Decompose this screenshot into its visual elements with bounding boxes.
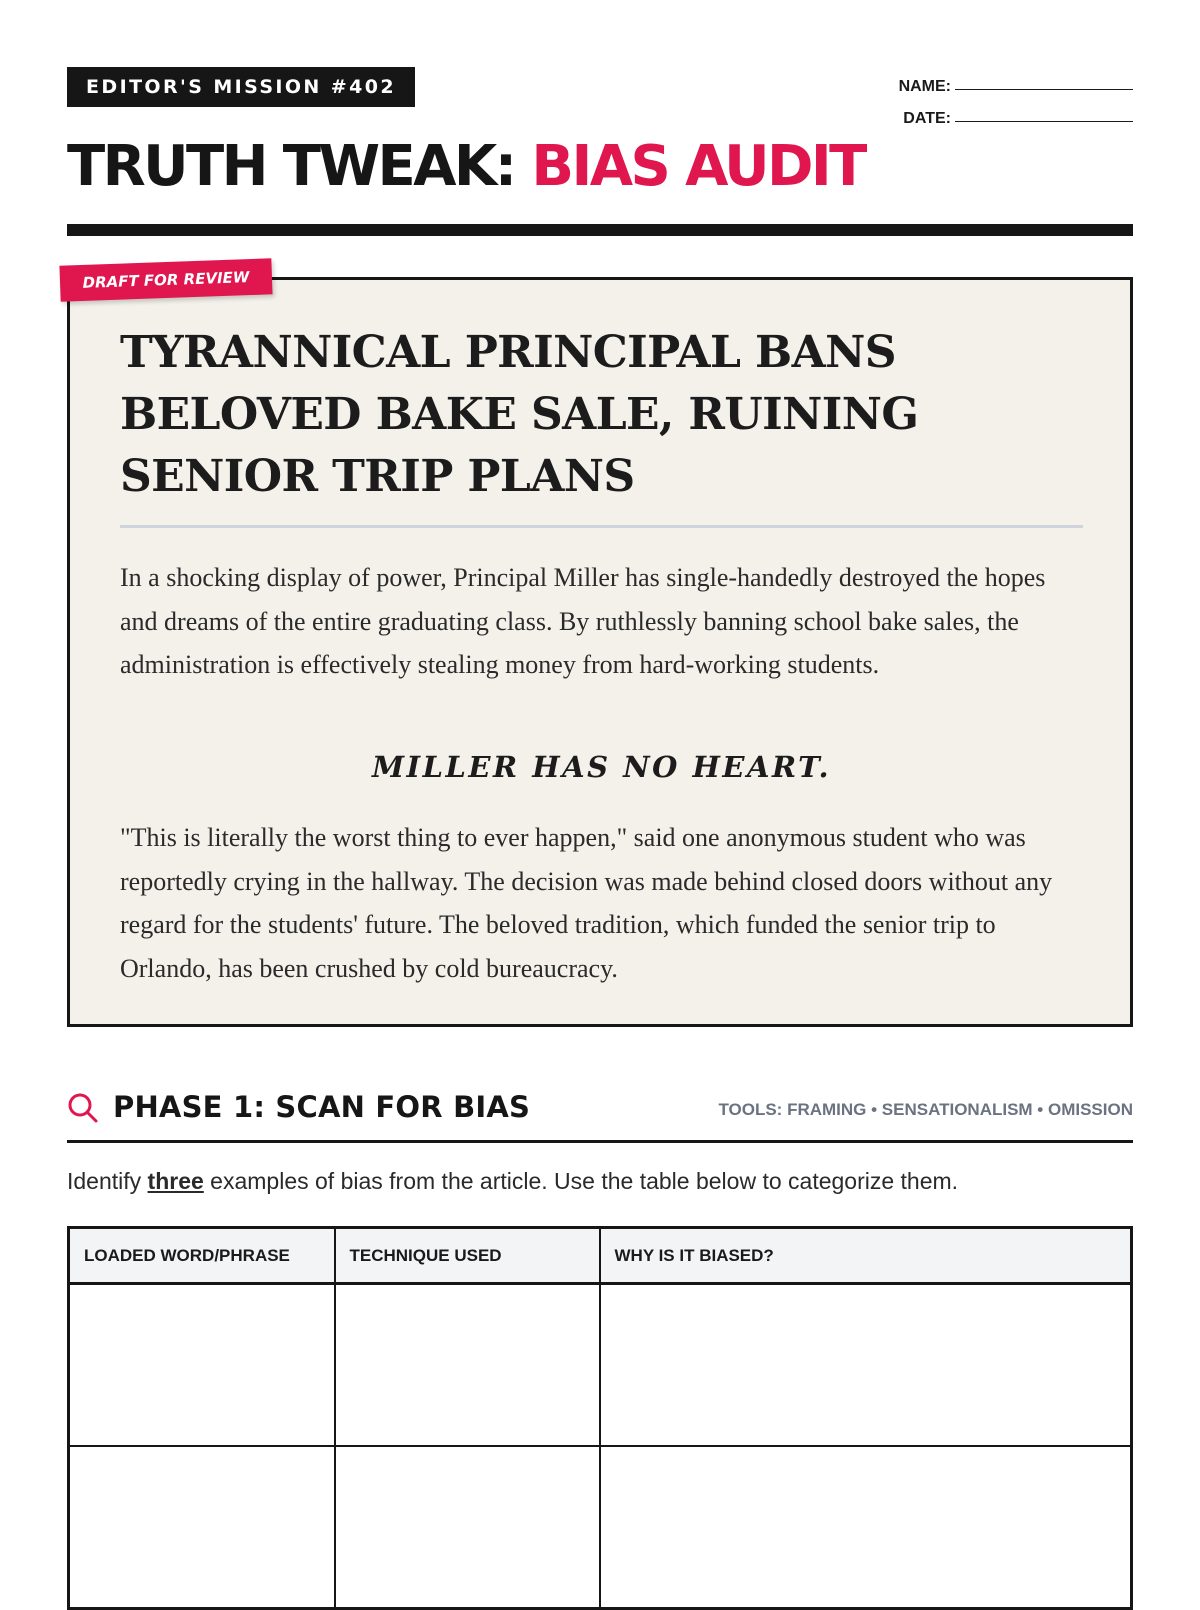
headline-divider xyxy=(120,525,1083,528)
page-title-accent: BIAS AUDIT xyxy=(531,134,865,199)
table-cell-why-biased[interactable] xyxy=(600,1446,1132,1609)
table-cell-technique[interactable] xyxy=(335,1284,600,1447)
date-row xyxy=(873,100,1133,128)
instructions-emphasis: three xyxy=(147,1168,204,1194)
student-meta xyxy=(873,68,1133,132)
page-title xyxy=(67,134,865,200)
name-row xyxy=(873,68,1133,96)
article-paragraph-2: "This is literally the worst thing to ever happen," said one anonymous student who was reportedly crying in the hallway. The decision was made behind closed doors without any regard for the students' future. The beloved tradition, which funded the senior trip to Orlando, has been crushed by cold bureaucracy. xyxy=(120,823,1053,983)
page-title-main: TRUTH TWEAK: xyxy=(67,134,515,199)
worksheet-page xyxy=(67,0,1133,1600)
bias-table xyxy=(67,1226,1133,1610)
article-box xyxy=(67,268,1133,1027)
date-field[interactable] xyxy=(955,107,1133,122)
header-divider xyxy=(67,224,1133,236)
name-field[interactable] xyxy=(955,75,1133,90)
table-header-why-biased: WHY IS IT BIASED? xyxy=(600,1228,1132,1284)
pull-quote: MILLER HAS NO HEART. xyxy=(371,750,832,784)
table-row xyxy=(69,1284,1132,1447)
search-icon xyxy=(67,1092,99,1124)
article-paragraph-1: In a shocking display of power, Principal Miller has single-handedly destroyed the hopes and dreams of the entire graduating class. By ruthlessly banning school bake sales, the administration is effectively stealing money from hard-working students. xyxy=(120,563,1046,679)
phase-1-instructions xyxy=(67,1168,958,1195)
date-label: DATE: xyxy=(903,110,951,127)
name-label: NAME: xyxy=(898,78,951,95)
instructions-before: Identify xyxy=(67,1168,148,1194)
table-cell-why-biased[interactable] xyxy=(600,1284,1132,1447)
phase-1-title: PHASE 1: SCAN FOR BIAS xyxy=(113,1090,531,1124)
instructions-after: examples of bias from the article. Use the table below to categorize them. xyxy=(203,1168,959,1194)
article-headline: TYRANNICAL PRINCIPAL BANS BELOVED BAKE SALE, RUINING SENIOR TRIP PLANS xyxy=(120,327,919,502)
draft-tag: DRAFT FOR REVIEW xyxy=(59,258,272,301)
table-cell-loaded-word[interactable] xyxy=(69,1446,335,1609)
table-cell-loaded-word[interactable] xyxy=(69,1284,335,1447)
table-row xyxy=(69,1446,1132,1609)
table-cell-technique[interactable] xyxy=(335,1446,600,1609)
mission-badge: EDITOR'S MISSION #402 xyxy=(67,67,415,107)
table-header-row xyxy=(69,1228,1132,1284)
phase-1-header xyxy=(67,1084,1133,1143)
table-header-technique: TECHNIQUE USED xyxy=(335,1228,600,1284)
table-header-loaded-word: LOADED WORD/PHRASE xyxy=(69,1228,335,1284)
phase-1-tools: TOOLS: FRAMING • SENSATIONALISM • OMISSION xyxy=(718,1100,1133,1119)
